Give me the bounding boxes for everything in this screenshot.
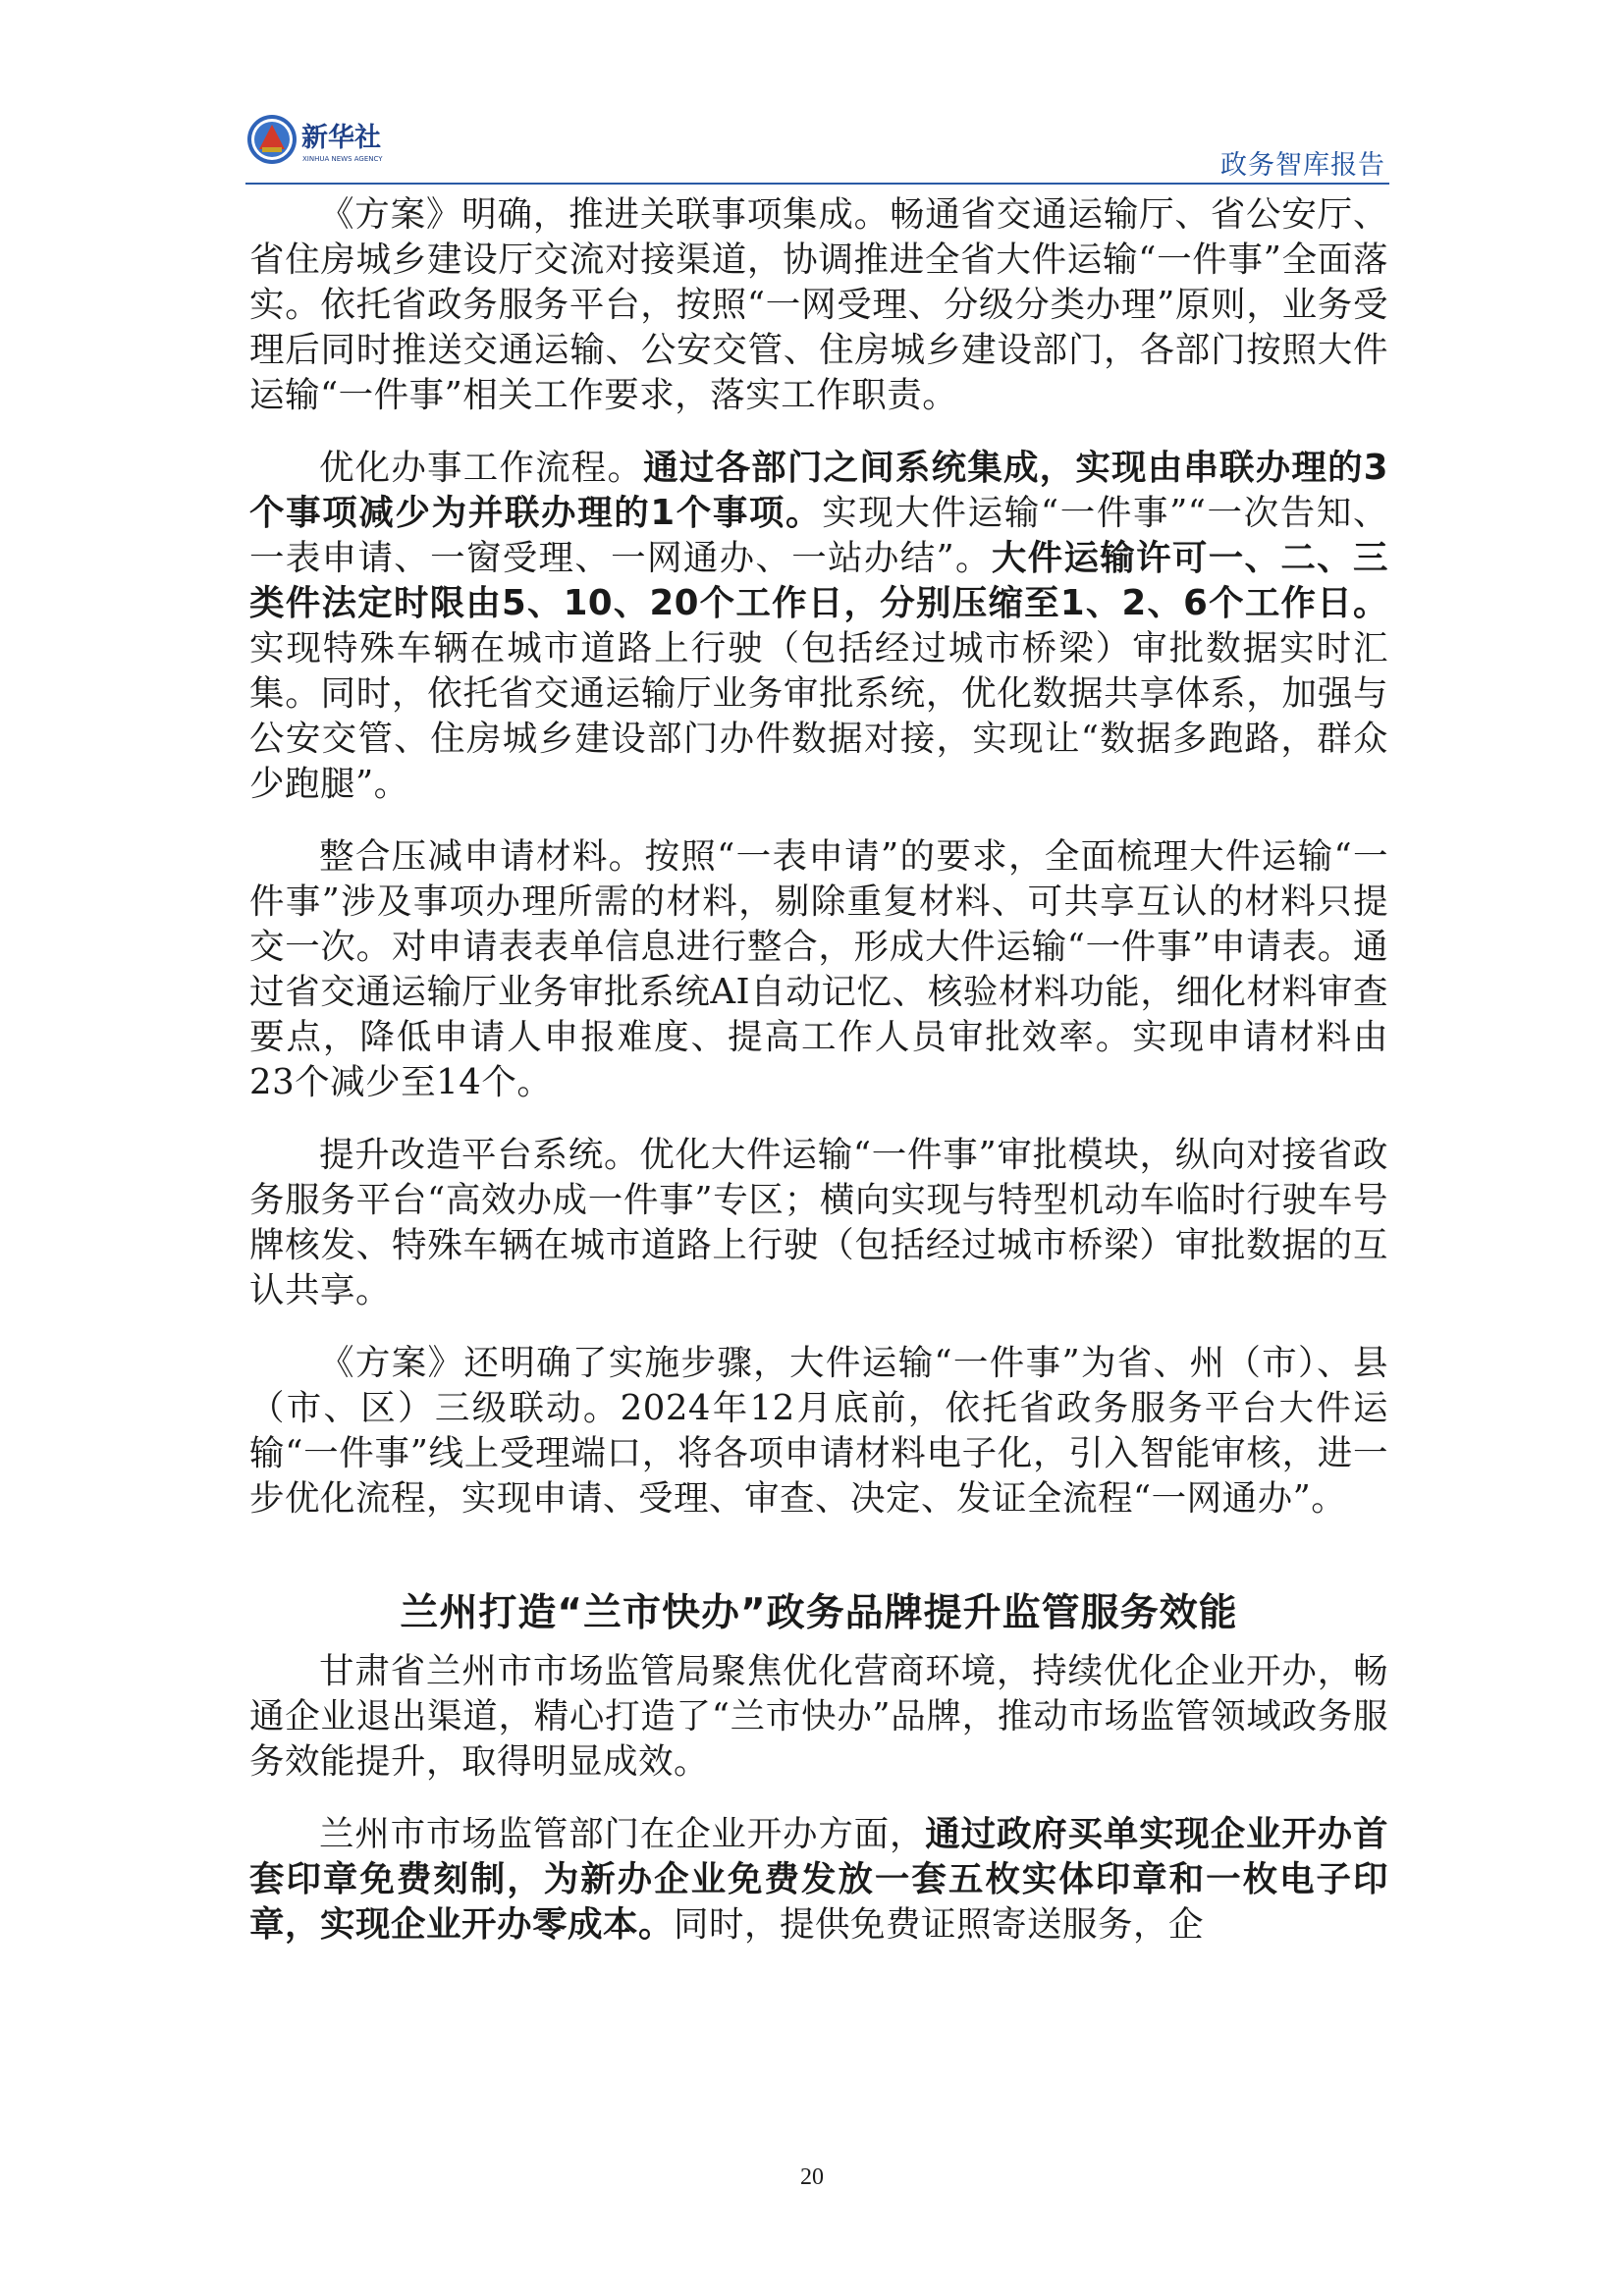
text-segment: 兰州市市场监管部门在企业开办方面， [319,1814,926,1854]
report-series-title: 政务智库报告 [1220,150,1385,181]
xinhua-logo [245,110,393,175]
section-heading: 兰州打造“兰市快办”政务品牌提升监管服务效能 [400,1591,1238,1635]
bold-text-segment: 通过政府买单实现企业开办首套印章免费刻制，为新办企业免费发放一套五枚实体印章和一枚电子印章，实现企业开办零成本。 [249,1814,1388,1945]
text-segment: 《方案》还明确了实施步骤，大件运输“一件事”为省、州（市）、县（市、区）三级联动。2024年12月底前，依托省政务服务平台大件运输“一件事”线上受理端口，将各项申请材料电子化，引入智能审核，进一步优化流程，实现申请、受理、审查、决定、发证全流程“一网通办”。 [249,1343,1388,1519]
text-segment: 实现特殊车辆在城市道路上行驶（包括经过城市桥梁）审批数据实时汇集。同时，依托省交通运输厅业务审批系统，优化数据共享体系，加强与公安交管、住房城乡建设部门办件数据对接，实现让“数据多跑路，群众少跑腿”。 [249,628,1388,804]
text-segment: 优化办事工作流程。 [319,448,644,488]
body-paragraph [249,192,1388,418]
xinhua-emblem-icon [245,110,393,175]
text-segment: 甘肃省兰州市市场监管局聚焦优化营商环境，持续优化企业开办，畅通企业退出渠道，精心打造了“兰市快办”品牌，推动市场监管领域政务服务效能提升，取得明显成效。 [249,1651,1388,1782]
paragraph-group [249,192,1388,1522]
header-divider [245,183,1389,185]
text-segment: 提升改造平台系统。优化大件运输“一件事”审批模块，纵向对接省政务服务平台“高效办成一件事”专区；横向实现与特型机动车临时行驶车号牌核发、特殊车辆在城市道路上行驶（包括经过城市桥梁）审批数据的互认共享。 [249,1135,1388,1310]
text-segment: 同时，提供免费证照寄送服务，企 [674,1904,1205,1945]
text-segment: 整合压减申请材料。按照“一表申请”的要求，全面梳理大件运输“一件事”涉及事项办理所需的材料，剔除重复材料、可共享互认的材料只提交一次。对申请表表单信息进行整合，形成大件运输“一件事”申请表。通过省交通运输厅业务审批系统AI自动记忆、核验材料功能，细化材料审查要点，降低申请人申报难度、提高工作人员审批效率。实现申请材料由23个减少至14个。 [249,836,1388,1102]
body-paragraph [249,1649,1388,1785]
text-segment: 实现大件运输“一件事”“一次告知、一表申请、一窗受理、一网通办、一站办结”。 [249,493,1388,578]
page-number: 20 [800,2164,824,2190]
body-paragraph [249,834,1388,1105]
page-header [245,110,1389,181]
logo-subtext: XINHUA NEWS AGENCY [302,155,383,163]
body-paragraph [249,1133,1388,1313]
bold-text-segment: 大件运输许可一、二、三类件法定时限由5、10、20个工作日，分别压缩至1、2、6个工作日。 [249,538,1388,623]
body-paragraph [249,1812,1388,1948]
body-paragraph [249,446,1388,807]
body-paragraph [249,1341,1388,1522]
logo-text: 新华社 [301,123,381,153]
article-body [249,192,1388,1975]
text-segment: 《方案》明确，推进关联事项集成。畅通省交通运输厅、省公安厅、省住房城乡建设厅交流对接渠道，协调推进全省大件运输“一件事”全面落实。依托省政务服务平台，按照“一网受理、分级分类办理”原则，业务受理后同时推送交通运输、公安交管、住房城乡建设部门，各部门按照大件运输“一件事”相关工作要求，落实工作职责。 [249,194,1388,415]
bold-text-segment: 通过各部门之间系统集成，实现由串联办理的3个事项减少为并联办理的1个事项。 [249,448,1388,533]
paragraph-group [249,1649,1388,1948]
